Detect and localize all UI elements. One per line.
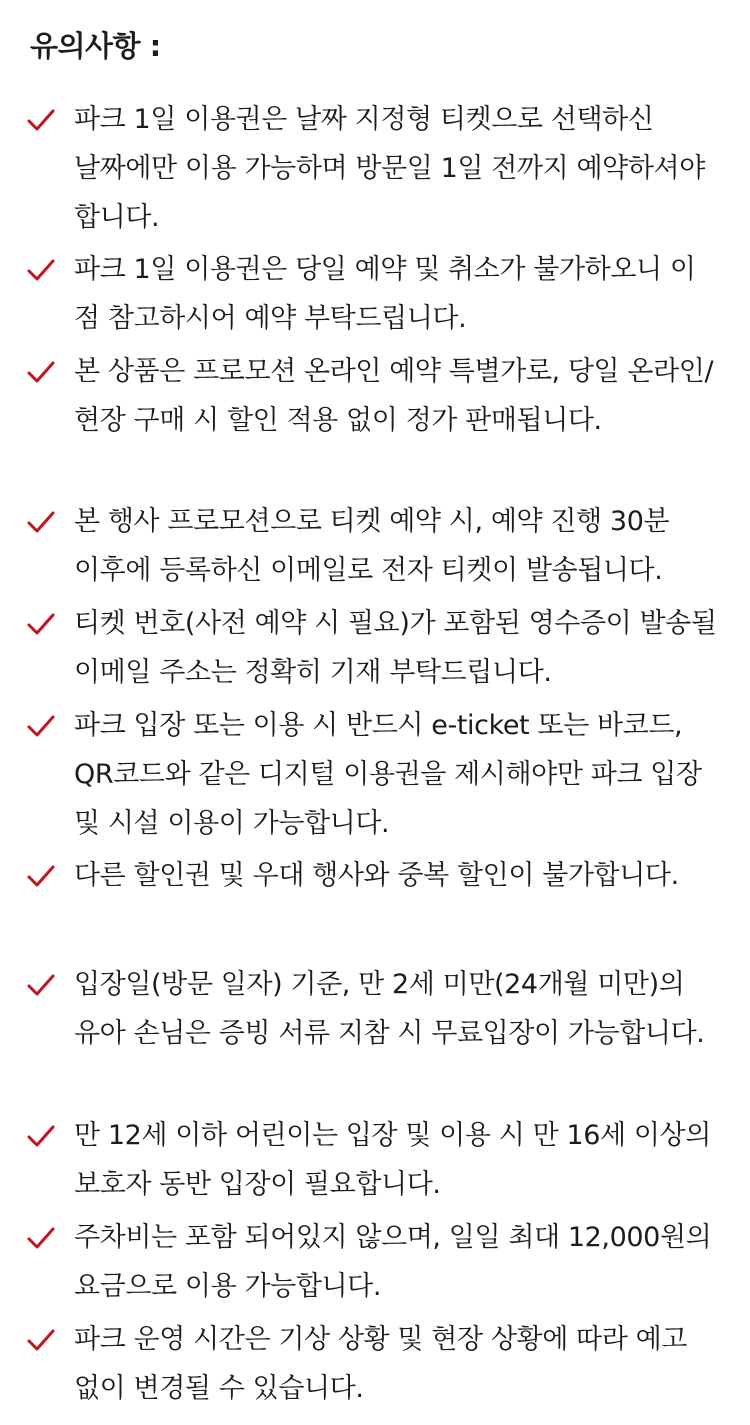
check-icon	[26, 973, 56, 999]
check-icon	[26, 864, 56, 890]
notice-text: 본 행사 프로모션으로 티켓 예약 시, 예약 진행 30분 이후에 등록하신 이메일로 전자 티켓이 발송됩니다.	[74, 506, 670, 586]
notice-text: 파크 1일 이용권은 날짜 지정형 티켓으로 선택하신 날짜에만 이용 가능하며 방문일 1일 전까지 예약하셔야 합니다.	[74, 104, 705, 233]
notice-text: 본 상품은 프로모션 온라인 예약 특별가로, 당일 온라인/현장 구매 시 할인 적용 없이 정가 판매됩니다.	[74, 356, 714, 436]
check-icon	[26, 360, 56, 386]
check-icon	[26, 1226, 56, 1252]
notice-text: 만 12세 이하 어린이는 입장 및 이용 시 만 16세 이상의 보호자 동반 입장이 필요합니다.	[74, 1120, 711, 1200]
notice-text: 파크 입장 또는 이용 시 반드시 e-ticket 또는 바코드, QR코드와 같은 디지털 이용권을 제시해야만 파크 입장 및 시설 이용이 가능합니다.	[74, 710, 702, 839]
check-icon	[26, 612, 56, 638]
check-icon	[26, 510, 56, 536]
check-icon	[26, 714, 56, 740]
check-icon	[26, 108, 56, 134]
notice-text: 주차비는 포함 되어있지 않으며, 일일 최대 12,000원의 요금으로 이용 가능합니다.	[74, 1222, 712, 1302]
check-icon	[26, 1328, 56, 1354]
check-icon	[26, 1124, 56, 1150]
notice-text: 입장일(방문 일자) 기준, 만 2세 미만(24개월 미만)의 유아 손님은 증빙 서류 지참 시 무료입장이 가능합니다.	[74, 969, 705, 1049]
check-icon	[26, 258, 56, 284]
notice-text: 파크 운영 시간은 기상 상황 및 현장 상황에 따라 예고 없이 변경될 수 있습니다.	[74, 1324, 687, 1404]
notice-text: 다른 할인권 및 우대 행사와 중복 할인이 불가합니다.	[74, 860, 679, 891]
notice-heading: 유의사항 :	[30, 29, 161, 63]
notice-text: 파크 1일 이용권은 당일 예약 및 취소가 불가하오니 이 점 참고하시어 예약 부탁드립니다.	[74, 254, 696, 334]
notice-text: 티켓 번호(사전 예약 시 필요)가 포함된 영수증이 발송될 이메일 주소는 정확히 기재 부탁드립니다.	[74, 608, 717, 688]
